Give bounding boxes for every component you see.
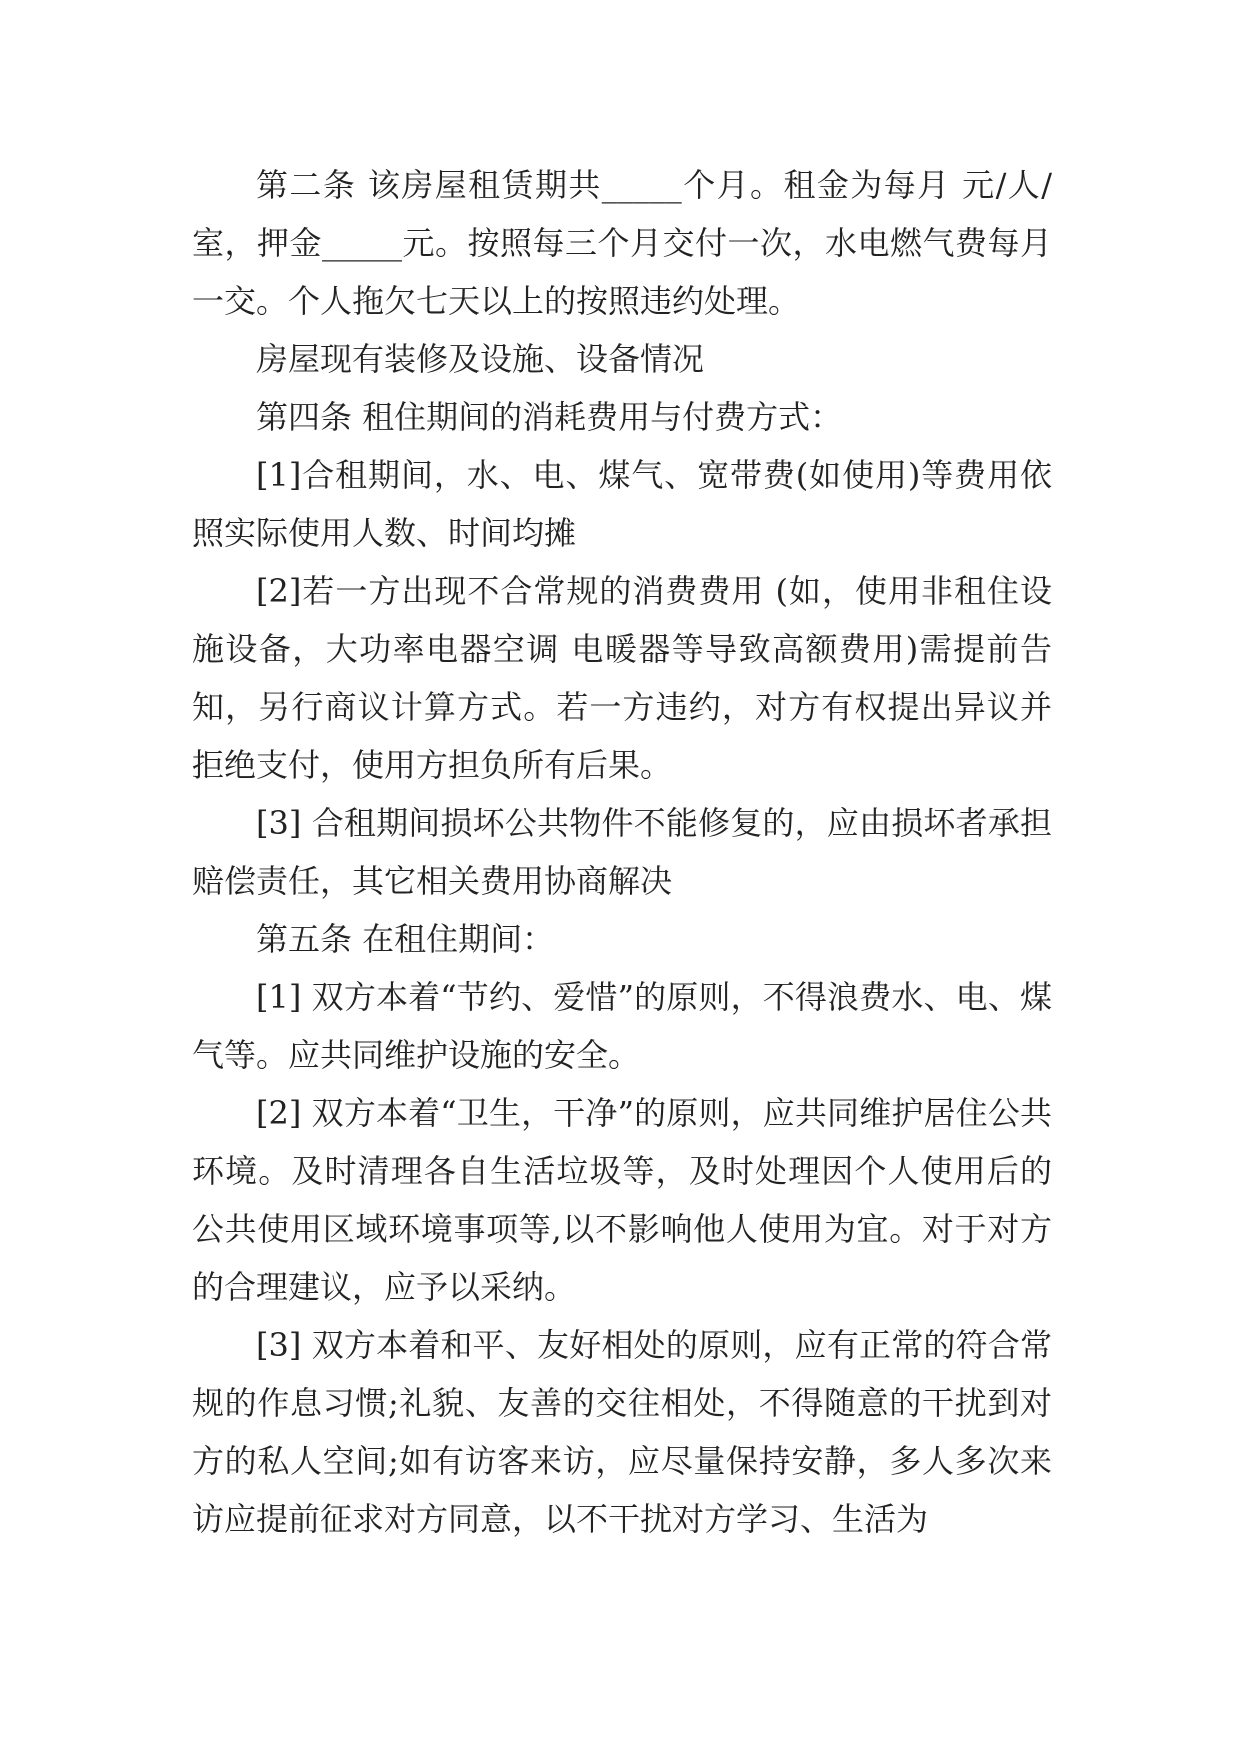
paragraph-article-2: 第二条 该房屋租赁期共_____个月。租金为每月 元/人/室，押金_____元。按照每三个月交付一次，水电燃气费每月一交。个人拖欠七天以上的按照违约处理。 (192, 166, 1052, 320)
paragraph-article-4-item-2: [2]若一方出现不合常规的消费费用 (如，使用非租住设施设备，大功率电器空调 电暖器等导致高额费用)需提前告知，另行商议计算方式。若一方违约，对方有权提出异议并拒绝支付，使用方担负所有后果。 (192, 572, 1052, 784)
document-body (192, 156, 1052, 1548)
paragraph-article-4-item-3: [3] 合租期间损坏公共物件不能修复的，应由损坏者承担赔偿责任，其它相关费用协商解决 (192, 804, 1052, 900)
paragraph-article-5-item-3: [3] 双方本着和平、友好相处的原则，应有正常的符合常规的作息习惯;礼貌、友善的交往相处，不得随意的干扰到对方的私人空间;如有访客来访，应尽量保持安静，多人多次来访应提前征求对方同意，以不干扰对方学习、生活为 (192, 1326, 1052, 1538)
paragraph-article-4: 第四条 租住期间的消耗费用与付费方式： (256, 398, 843, 436)
paragraph-article-4-item-1: [1]合租期间，水、电、煤气、宽带费(如使用)等费用依照实际使用人数、时间均摊 (192, 456, 1052, 552)
paragraph-article-5-item-1: [1] 双方本着“节约、爱惜”的原则，不得浪费水、电、煤气等。应共同维护设施的安全。 (192, 978, 1052, 1074)
paragraph-article-5-item-2: [2] 双方本着“卫生，干净”的原则，应共同维护居住公共环境。及时清理各自生活垃圾等，及时处理因个人使用后的公共使用区域环境事项等,以不影响他人使用为宜。对于对方的合理建议，应予以采纳。 (192, 1094, 1052, 1306)
paragraph-facilities: 房屋现有装修及设施、设备情况 (256, 340, 705, 378)
paragraph-article-5: 第五条 在租住期间： (256, 920, 555, 958)
